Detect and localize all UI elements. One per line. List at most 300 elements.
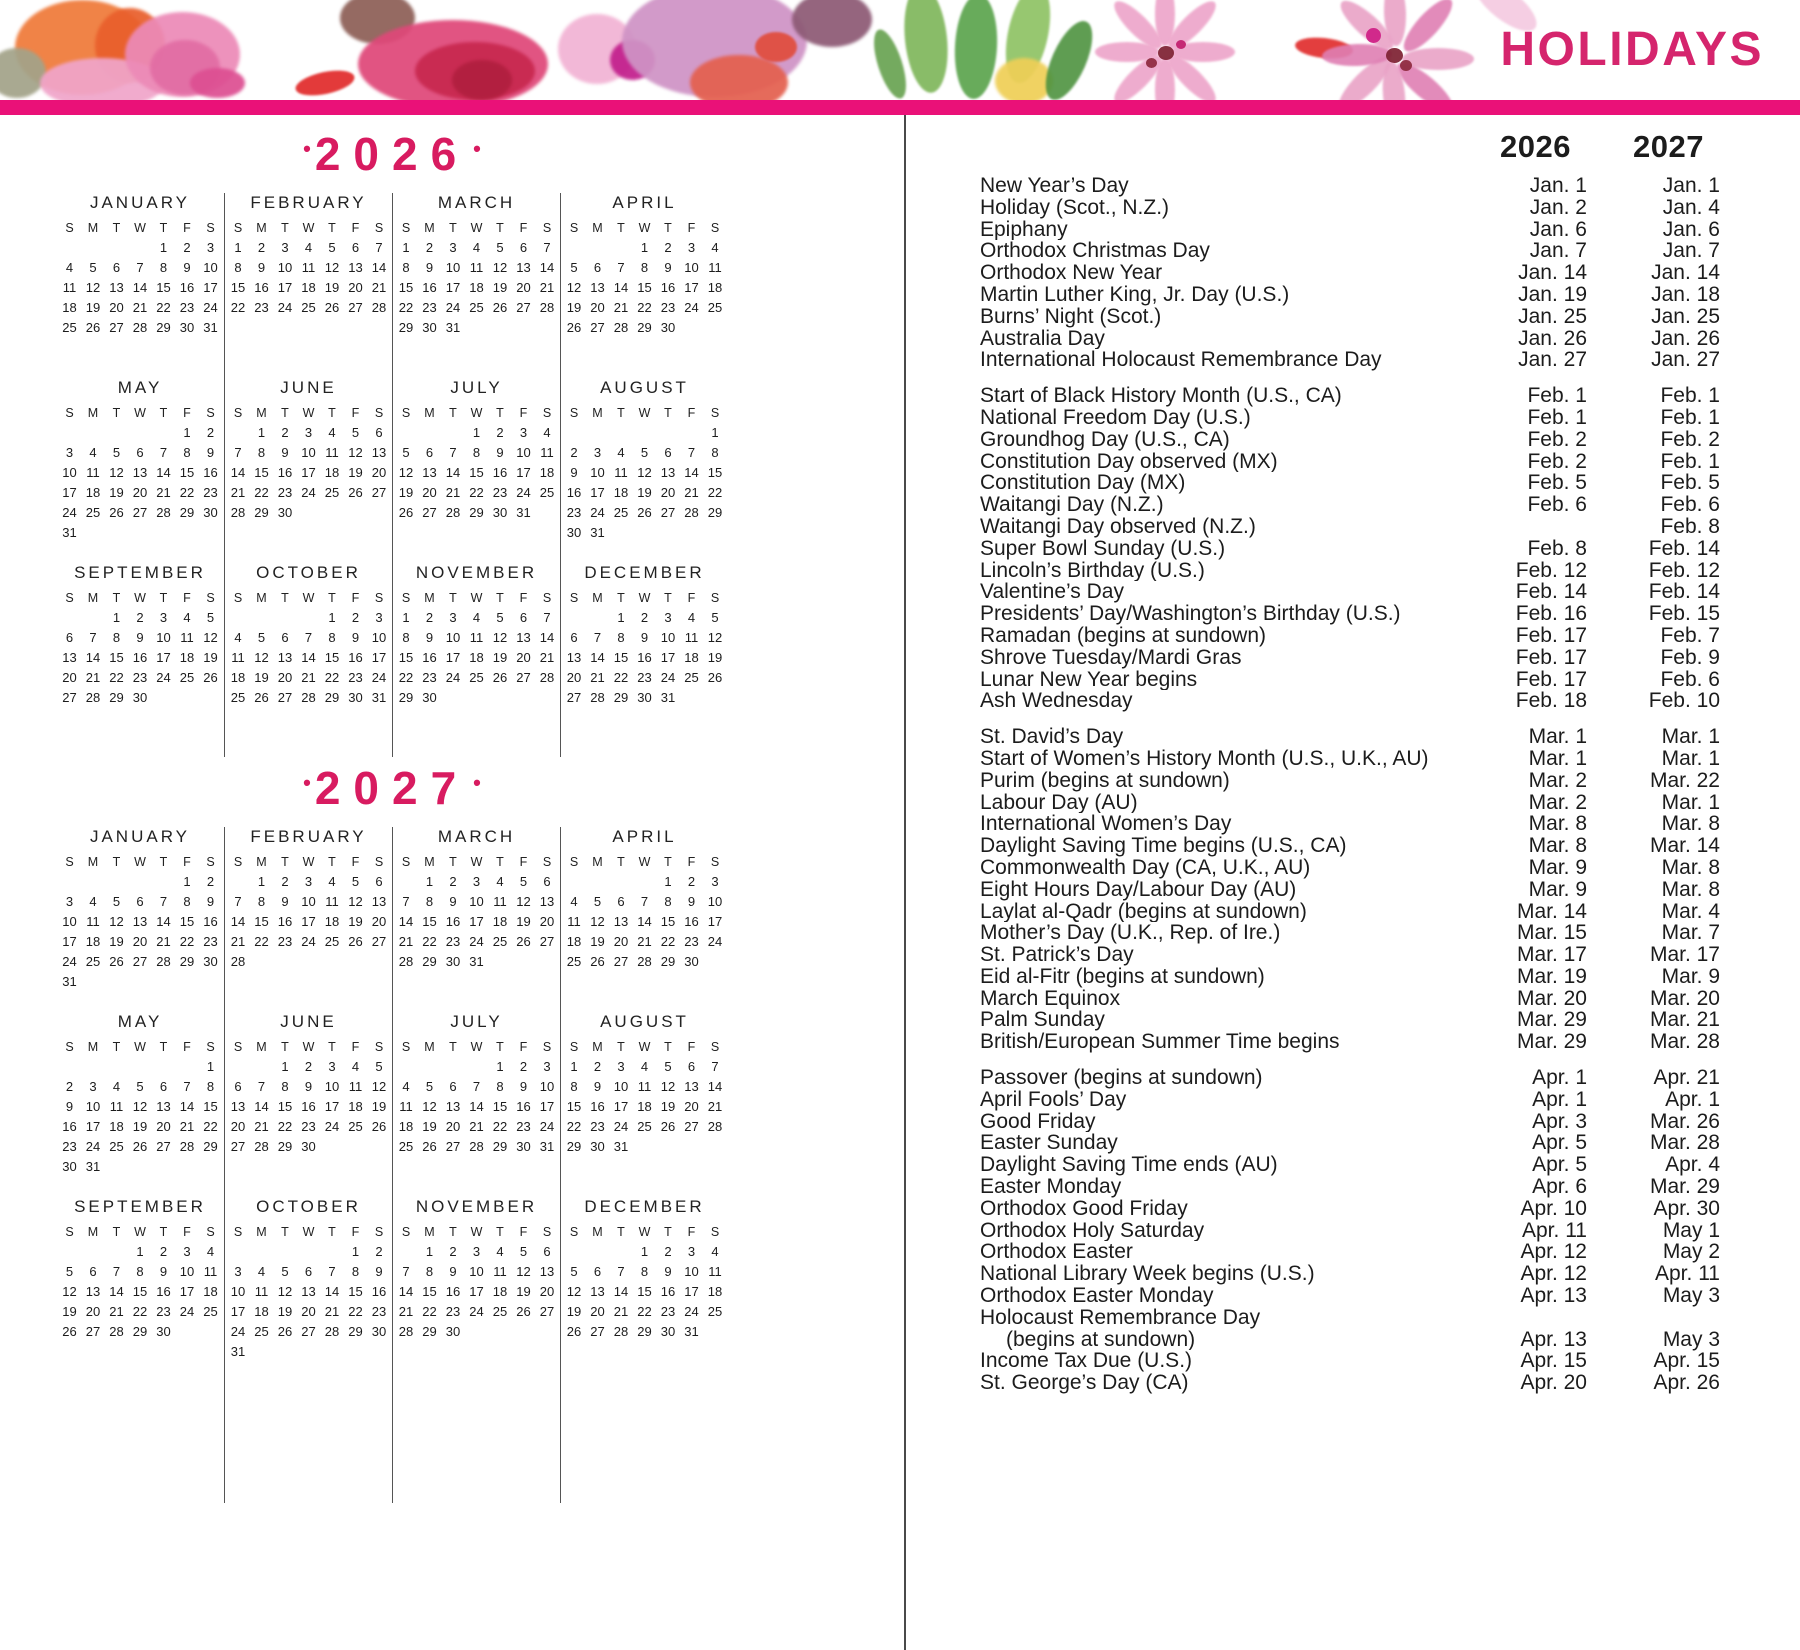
day-cell: 9: [375, 1264, 383, 1279]
month-column: [56, 193, 224, 757]
day-cell: 22: [324, 670, 340, 685]
day-cell: 19: [398, 485, 414, 500]
weekday-header: T: [281, 591, 289, 605]
day-cell: 25: [684, 670, 699, 685]
day-cell: 2: [281, 874, 289, 889]
holiday-date-2026: Apr. 11: [1522, 1218, 1587, 1242]
day-cell: 29: [203, 1139, 218, 1154]
day-cell: 27: [539, 1304, 555, 1319]
weekday-header: W: [470, 406, 483, 420]
day-cell: 11: [109, 1099, 124, 1114]
day-cell: 23: [637, 670, 652, 685]
holiday-date-2026: Jan. 6: [1529, 217, 1587, 241]
month-grid: [393, 1037, 560, 1157]
day-cell: 19: [590, 934, 605, 949]
day-cell: 19: [492, 650, 508, 665]
holiday-date-2026: Apr. 6: [1532, 1175, 1587, 1199]
day-cell: 26: [109, 505, 124, 520]
day-cell: 17: [516, 465, 531, 480]
weekday-header: F: [519, 855, 528, 869]
weekday-header: S: [569, 855, 579, 869]
month-grid: [393, 852, 560, 972]
day-cell: 6: [593, 260, 602, 275]
holiday-date-2026: Jan. 7: [1529, 239, 1587, 263]
holiday-date-2026: Apr. 15: [1520, 1349, 1587, 1373]
day-cell: 25: [85, 505, 101, 520]
day-cell: 29: [179, 505, 195, 520]
weekday-header: T: [112, 591, 121, 605]
day-cell: 17: [590, 485, 605, 500]
holiday-name: Easter Sunday: [980, 1132, 1118, 1155]
weekday-header: W: [302, 855, 315, 869]
holiday-date-2027: Feb. 6: [1660, 493, 1720, 517]
day-cell: 24: [684, 1304, 699, 1319]
month-grid: [393, 218, 560, 338]
weekday-header: F: [183, 406, 191, 420]
day-cell: 7: [402, 1264, 410, 1279]
day-cell: 21: [613, 1304, 629, 1319]
month-grid: [56, 852, 224, 992]
day-cell: 22: [254, 485, 269, 500]
day-cell: 16: [203, 914, 218, 929]
empty-day-cell: [680, 423, 704, 443]
day-cell: 25: [324, 485, 340, 500]
weekday-header: T: [159, 221, 168, 235]
day-cell: 2: [687, 874, 696, 889]
month-name: JULY: [450, 1012, 503, 1031]
day-cell: 2: [664, 1244, 672, 1259]
day-cell: 11: [493, 1264, 507, 1279]
mini-calendars-page: [0, 115, 904, 1503]
day-cell: 18: [684, 650, 699, 665]
day-cell: 20: [62, 670, 77, 685]
day-cell: 11: [614, 465, 628, 480]
day-cell: 28: [539, 670, 555, 685]
holiday-name: Epiphany: [980, 218, 1068, 241]
day-cell: 30: [348, 690, 363, 705]
day-cell: 1: [664, 874, 672, 889]
day-cell: 25: [492, 934, 508, 949]
day-cell: 8: [425, 1264, 434, 1279]
holiday-row: [980, 690, 1720, 712]
empty-day-cell: [226, 872, 250, 892]
weekday-header: F: [351, 406, 360, 420]
day-cell: 11: [180, 630, 194, 645]
day-cell: 1: [159, 240, 168, 255]
day-cell: 24: [684, 300, 699, 315]
day-cell: 6: [136, 894, 144, 909]
holiday-date-2026: Jan. 26: [1518, 326, 1587, 350]
empty-day-cell: [105, 423, 129, 443]
watercolor-blob: [995, 58, 1053, 100]
day-cell: 17: [371, 650, 387, 665]
empty-day-cell: [586, 238, 610, 258]
day-cell: 31: [469, 954, 484, 969]
weekday-header: S: [206, 1040, 215, 1054]
day-cell: 20: [230, 1119, 246, 1134]
empty-day-cell: [58, 1057, 82, 1077]
holiday-date-2027: Jan. 27: [1651, 348, 1720, 372]
weekday-header: T: [112, 221, 121, 235]
weekday-header: T: [112, 1040, 121, 1054]
day-cell: 24: [230, 1324, 246, 1339]
day-cell: 23: [422, 670, 437, 685]
day-cell: 12: [62, 1284, 77, 1299]
day-cell: 14: [684, 465, 699, 480]
holiday-date-2027: Apr. 11: [1655, 1262, 1720, 1286]
holiday-row: [980, 1009, 1720, 1031]
day-cell: 19: [348, 465, 363, 480]
day-cell: 4: [543, 425, 551, 440]
day-cell: 16: [445, 1284, 461, 1299]
holiday-name: Constitution Day (MX): [980, 472, 1186, 495]
day-cell: 11: [325, 445, 339, 460]
holiday-row: [980, 451, 1720, 473]
day-cell: 6: [89, 1264, 97, 1279]
day-cell: 6: [375, 874, 383, 889]
day-cell: 6: [281, 630, 289, 645]
holiday-date-2027: Feb. 1: [1660, 384, 1720, 408]
day-cell: 15: [230, 280, 246, 295]
day-cell: 22: [398, 300, 414, 315]
month-calendar: [225, 1197, 392, 1363]
day-cell: 25: [230, 690, 246, 705]
weekday-header: W: [638, 855, 651, 869]
day-cell: 25: [301, 300, 316, 315]
weekday-header: W: [470, 221, 483, 235]
day-cell: 8: [183, 894, 191, 909]
day-cell: 5: [570, 260, 578, 275]
day-cell: 1: [496, 1059, 504, 1074]
day-cell: 2: [136, 610, 144, 625]
month-calendar: [561, 1012, 728, 1178]
day-cell: 11: [231, 650, 245, 665]
day-cell: 16: [516, 1099, 531, 1114]
weekday-header: M: [592, 406, 603, 420]
day-cell: 10: [85, 1099, 101, 1114]
day-cell: 3: [711, 874, 719, 889]
column-header-2027: 2027: [1633, 129, 1704, 164]
day-cell: 16: [445, 914, 461, 929]
day-cell: 30: [660, 1324, 676, 1339]
day-cell: 6: [65, 630, 74, 645]
holiday-date-2026: Feb. 2: [1527, 427, 1587, 451]
day-cell: 15: [203, 1099, 218, 1114]
holiday-date-2026: Mar. 8: [1528, 834, 1587, 858]
day-cell: 4: [328, 874, 336, 889]
day-cell: 22: [469, 485, 484, 500]
holiday-date-2026: Mar. 2: [1528, 790, 1587, 814]
day-cell: 11: [348, 1079, 363, 1094]
day-cell: 26: [492, 300, 508, 315]
day-cell: 14: [707, 1079, 723, 1094]
weekday-header: T: [281, 221, 289, 235]
day-cell: 5: [664, 1059, 672, 1074]
day-cell: 15: [324, 650, 340, 665]
month-name: MAY: [117, 378, 163, 397]
day-cell: 23: [203, 934, 218, 949]
holiday-row: [980, 1067, 1720, 1089]
day-cell: 24: [445, 670, 461, 685]
day-cell: 8: [257, 445, 266, 460]
day-cell: 19: [62, 1304, 77, 1319]
holiday-date-2026: Apr. 20: [1520, 1371, 1587, 1395]
day-cell: 17: [203, 280, 218, 295]
holiday-name: Holiday (Scot., N.Z.): [980, 196, 1170, 219]
weekday-header: S: [206, 221, 215, 235]
day-cell: 8: [159, 260, 168, 275]
holiday-date-2027: Jan. 18: [1651, 282, 1720, 306]
holiday-date-2027: May 1: [1662, 1218, 1720, 1242]
weekday-header: M: [592, 855, 603, 869]
weekday-header: S: [206, 406, 215, 420]
day-cell: 17: [277, 280, 293, 295]
empty-day-cell: [418, 1057, 442, 1077]
day-cell: 4: [496, 874, 504, 889]
holiday-date-2027: Jan. 14: [1651, 261, 1720, 285]
day-cell: 9: [159, 1264, 168, 1279]
day-cell: 8: [257, 894, 266, 909]
day-cell: 18: [109, 1119, 124, 1134]
holiday-name: International Holocaust Remembrance Day: [980, 349, 1382, 372]
empty-day-cell: [633, 872, 657, 892]
holiday-name: Laylat al-Qadr (begins at sundown): [980, 900, 1307, 923]
watercolor-petal: [755, 32, 797, 62]
day-cell: 10: [230, 1284, 246, 1299]
weekday-header: T: [664, 221, 672, 235]
weekday-header: S: [374, 591, 384, 605]
weekday-header: W: [470, 855, 483, 869]
empty-day-cell: [656, 423, 680, 443]
holiday-date-2027: Mar. 17: [1649, 943, 1720, 967]
weekday-header: T: [617, 1225, 625, 1239]
day-cell: 6: [543, 1244, 551, 1259]
day-cell: 21: [179, 1119, 195, 1134]
holiday-name: Constitution Day observed (MX): [980, 450, 1278, 473]
holiday-date-2026: Feb. 1: [1527, 405, 1587, 429]
day-cell: 9: [206, 445, 215, 460]
day-cell: 31: [684, 1324, 699, 1339]
holiday-date-2026: Feb. 6: [1527, 493, 1587, 517]
empty-day-cell: [226, 1057, 250, 1077]
month-calendar: [393, 827, 560, 993]
empty-day-cell: [58, 872, 82, 892]
day-cell: 25: [324, 934, 340, 949]
weekday-header: T: [159, 1225, 168, 1239]
day-cell: 11: [203, 1264, 218, 1279]
day-cell: 3: [304, 874, 313, 889]
day-cell: 23: [179, 300, 195, 315]
empty-day-cell: [81, 238, 105, 258]
day-cell: 18: [254, 1304, 269, 1319]
day-cell: 25: [539, 485, 555, 500]
day-cell: 24: [301, 485, 316, 500]
day-cell: 18: [398, 1119, 414, 1134]
day-cell: 11: [469, 630, 484, 645]
weekday-header: F: [351, 855, 360, 869]
month-name: MAY: [117, 1012, 163, 1031]
holiday-name: Income Tax Due (U.S.): [980, 1350, 1193, 1373]
month-grid: [561, 1037, 728, 1157]
day-cell: 7: [593, 630, 602, 645]
day-cell: 6: [570, 630, 578, 645]
day-cell: 29: [109, 690, 124, 705]
month-name: DECEMBER: [584, 563, 705, 582]
holiday-date-2027: Jan. 25: [1651, 304, 1720, 328]
day-cell: 9: [640, 630, 649, 645]
holiday-row: [980, 175, 1720, 197]
day-cell: 1: [711, 425, 719, 440]
empty-day-cell: [128, 423, 152, 443]
day-cell: 5: [281, 1264, 289, 1279]
day-cell: 4: [328, 425, 336, 440]
month-name: NOVEMBER: [415, 563, 538, 582]
weekday-header: M: [256, 406, 267, 420]
holiday-date-2027: Apr. 4: [1665, 1153, 1720, 1177]
holiday-date-2027: Feb. 1: [1660, 405, 1720, 429]
empty-day-cell: [105, 1242, 129, 1262]
day-cell: 24: [156, 670, 171, 685]
weekday-header: T: [281, 855, 289, 869]
month-calendar: [561, 1197, 728, 1363]
day-cell: 13: [566, 650, 582, 665]
empty-day-cell: [152, 872, 176, 892]
day-cell: 8: [402, 260, 410, 275]
month-grid: [225, 852, 392, 972]
weekday-header: W: [302, 406, 315, 420]
holiday-row: [980, 516, 1720, 538]
daisy-center: [1386, 48, 1403, 63]
month-grid: [393, 588, 560, 708]
months-grid-2027: [56, 827, 728, 1503]
day-cell: 6: [449, 1079, 457, 1094]
holiday-date-2027: Apr. 15: [1653, 1349, 1720, 1373]
day-cell: 27: [85, 1324, 101, 1339]
empty-day-cell: [152, 1057, 176, 1077]
day-cell: 22: [132, 1304, 148, 1319]
holiday-row: [980, 284, 1720, 306]
month-calendar: [56, 1012, 224, 1178]
day-cell: 23: [590, 1119, 605, 1134]
weekday-header: T: [617, 1040, 625, 1054]
day-cell: 9: [593, 1079, 602, 1094]
empty-day-cell: [58, 238, 82, 258]
day-cell: 17: [469, 1284, 484, 1299]
weekday-header: W: [470, 1225, 483, 1239]
day-cell: 13: [516, 260, 531, 275]
day-cell: 24: [613, 1119, 629, 1134]
day-cell: 12: [422, 1099, 437, 1114]
holiday-name: Eid al-Fitr (begins at sundown): [980, 965, 1265, 988]
month-calendar: [225, 378, 392, 544]
day-cell: 14: [371, 260, 387, 275]
day-cell: 29: [398, 320, 414, 335]
month-calendar: [561, 193, 728, 359]
day-cell: 26: [422, 1139, 437, 1154]
day-cell: 27: [422, 505, 437, 520]
day-cell: 30: [590, 1139, 605, 1154]
holiday-row: [980, 647, 1720, 669]
weekday-header: M: [256, 1040, 267, 1054]
day-cell: 5: [640, 445, 649, 460]
holiday-date-2026: Mar. 20: [1516, 986, 1587, 1010]
day-cell: 29: [179, 954, 195, 969]
day-cell: 10: [613, 1079, 629, 1094]
day-cell: 20: [590, 1304, 605, 1319]
day-cell: 17: [469, 914, 484, 929]
day-cell: 13: [445, 1099, 461, 1114]
holiday-date-2026: Feb. 5: [1527, 471, 1587, 495]
day-cell: 4: [711, 240, 719, 255]
day-cell: 26: [85, 320, 101, 335]
holiday-name: Orthodox Christmas Day: [980, 240, 1210, 263]
day-cell: 23: [203, 485, 218, 500]
month-name: JUNE: [280, 1012, 337, 1031]
holiday-date-2026: Apr. 3: [1532, 1109, 1587, 1133]
month-grid: [225, 403, 392, 523]
holiday-date-2027: [1587, 1307, 1720, 1329]
empty-day-cell: [465, 1057, 489, 1077]
day-cell: 30: [371, 1324, 387, 1339]
empty-day-cell: [609, 872, 633, 892]
day-cell: 11: [254, 1284, 269, 1299]
day-cell: 24: [590, 505, 605, 520]
weekday-header: S: [374, 221, 384, 235]
month-column: [56, 827, 224, 1503]
weekday-header: T: [159, 591, 168, 605]
day-cell: 7: [472, 1079, 481, 1094]
day-cell: 20: [85, 1304, 101, 1319]
holiday-date-2027: Feb. 14: [1648, 580, 1720, 604]
holiday-date-2027: May 3: [1662, 1327, 1720, 1351]
holiday-row: [980, 1329, 1720, 1351]
weekday-header: T: [449, 221, 457, 235]
day-cell: 17: [613, 1099, 629, 1114]
day-cell: 27: [109, 320, 124, 335]
day-cell: 30: [203, 954, 218, 969]
month-grid: [56, 588, 224, 708]
day-cell: 1: [617, 610, 625, 625]
weekday-header: S: [542, 591, 552, 605]
day-cell: 12: [324, 260, 340, 275]
day-cell: 29: [566, 1139, 582, 1154]
day-cell: 2: [206, 874, 215, 889]
holiday-row: [980, 669, 1720, 691]
day-cell: 13: [301, 1284, 316, 1299]
day-cell: 21: [324, 1304, 340, 1319]
day-cell: 10: [203, 260, 218, 275]
day-cell: 11: [86, 914, 100, 929]
holiday-date-2026: Feb. 17: [1515, 623, 1587, 647]
day-cell: 25: [348, 1119, 363, 1134]
day-cell: 28: [156, 505, 171, 520]
weekday-header: T: [664, 591, 672, 605]
weekday-header: T: [449, 855, 457, 869]
holiday-date-2026: Mar. 19: [1516, 964, 1587, 988]
day-cell: 7: [89, 630, 97, 645]
day-cell: 29: [348, 1324, 363, 1339]
weekday-header: W: [134, 221, 146, 235]
empty-day-cell: [250, 608, 274, 628]
day-cell: 24: [469, 934, 484, 949]
weekday-header: W: [638, 591, 651, 605]
day-cell: 30: [492, 505, 508, 520]
day-cell: 4: [206, 1244, 215, 1259]
day-cell: 9: [351, 630, 360, 645]
holiday-name: Australia Day: [980, 327, 1105, 350]
day-cell: 1: [640, 240, 649, 255]
day-cell: 8: [351, 1264, 360, 1279]
